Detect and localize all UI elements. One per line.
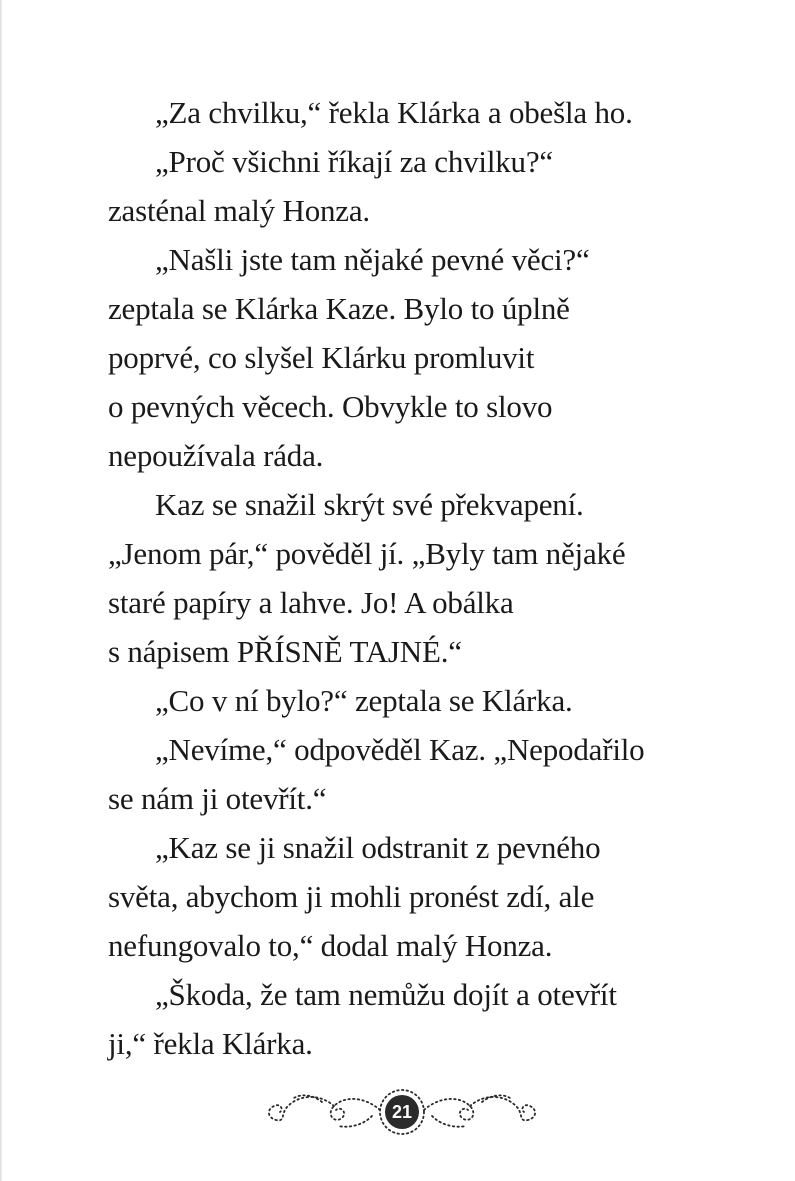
text-line: se nám ji otevřít.“: [108, 781, 327, 816]
text-line: „Jenom pár,“ pověděl jí. „Byly tam nějaké: [108, 536, 626, 571]
dotted-swirl-ornament-icon: [252, 1082, 552, 1142]
text-line: „Proč všichni říkají za chvilku?“: [155, 144, 553, 179]
text-line: staré papíry a lahve. Jo! A obálka: [108, 585, 514, 620]
text-line: „Co v ní bylo?“ zeptala se Klárka.: [155, 683, 573, 718]
paragraph-3: [108, 235, 708, 480]
text-line: „Našli jste tam nějaké pevné věci?“: [155, 242, 590, 277]
paragraph-7: [108, 823, 708, 970]
story-text: [108, 88, 708, 1068]
paragraph-2: [108, 137, 708, 235]
text-line: o pevných věcech. Obvykle to slovo: [108, 389, 553, 424]
paragraph-5: [108, 676, 708, 725]
text-line: nefungovalo to,“ dodal malý Honza.: [108, 928, 553, 963]
text-line: světa, abychom ji mohli pronést zdí, ale: [108, 879, 595, 914]
text-line: ji,“ řekla Klárka.: [108, 1026, 313, 1061]
text-line: „Nevíme,“ odpověděl Kaz. „Nepodařilo: [155, 732, 645, 767]
paragraph-1: [108, 88, 708, 137]
text-line: nepoužívala ráda.: [108, 438, 324, 473]
text-line: „Kaz se ji snažil odstranit z pevného: [155, 830, 601, 865]
page-edge: [0, 0, 2, 1181]
text-line: „Škoda, že tam nemůžu dojít a otevřít: [155, 977, 617, 1012]
text-line: zasténal malý Honza.: [108, 193, 370, 228]
page-number-ornament: [252, 1082, 552, 1142]
text-line: zeptala se Klárka Kaze. Bylo to úplně: [108, 291, 570, 326]
page-number: 21: [391, 1101, 413, 1122]
text-line: poprvé, co slyšel Klárku promluvit: [108, 340, 535, 375]
paragraph-4: [108, 480, 708, 676]
paragraph-6: [108, 725, 708, 823]
text-line: Kaz se snažil skrýt své překvapení.: [155, 487, 584, 522]
text-line: „Za chvilku,“ řekla Klárka a obešla ho.: [155, 95, 633, 130]
paragraph-8: [108, 970, 708, 1068]
text-line: s nápisem PŘÍSNĚ TAJNÉ.“: [108, 634, 462, 669]
